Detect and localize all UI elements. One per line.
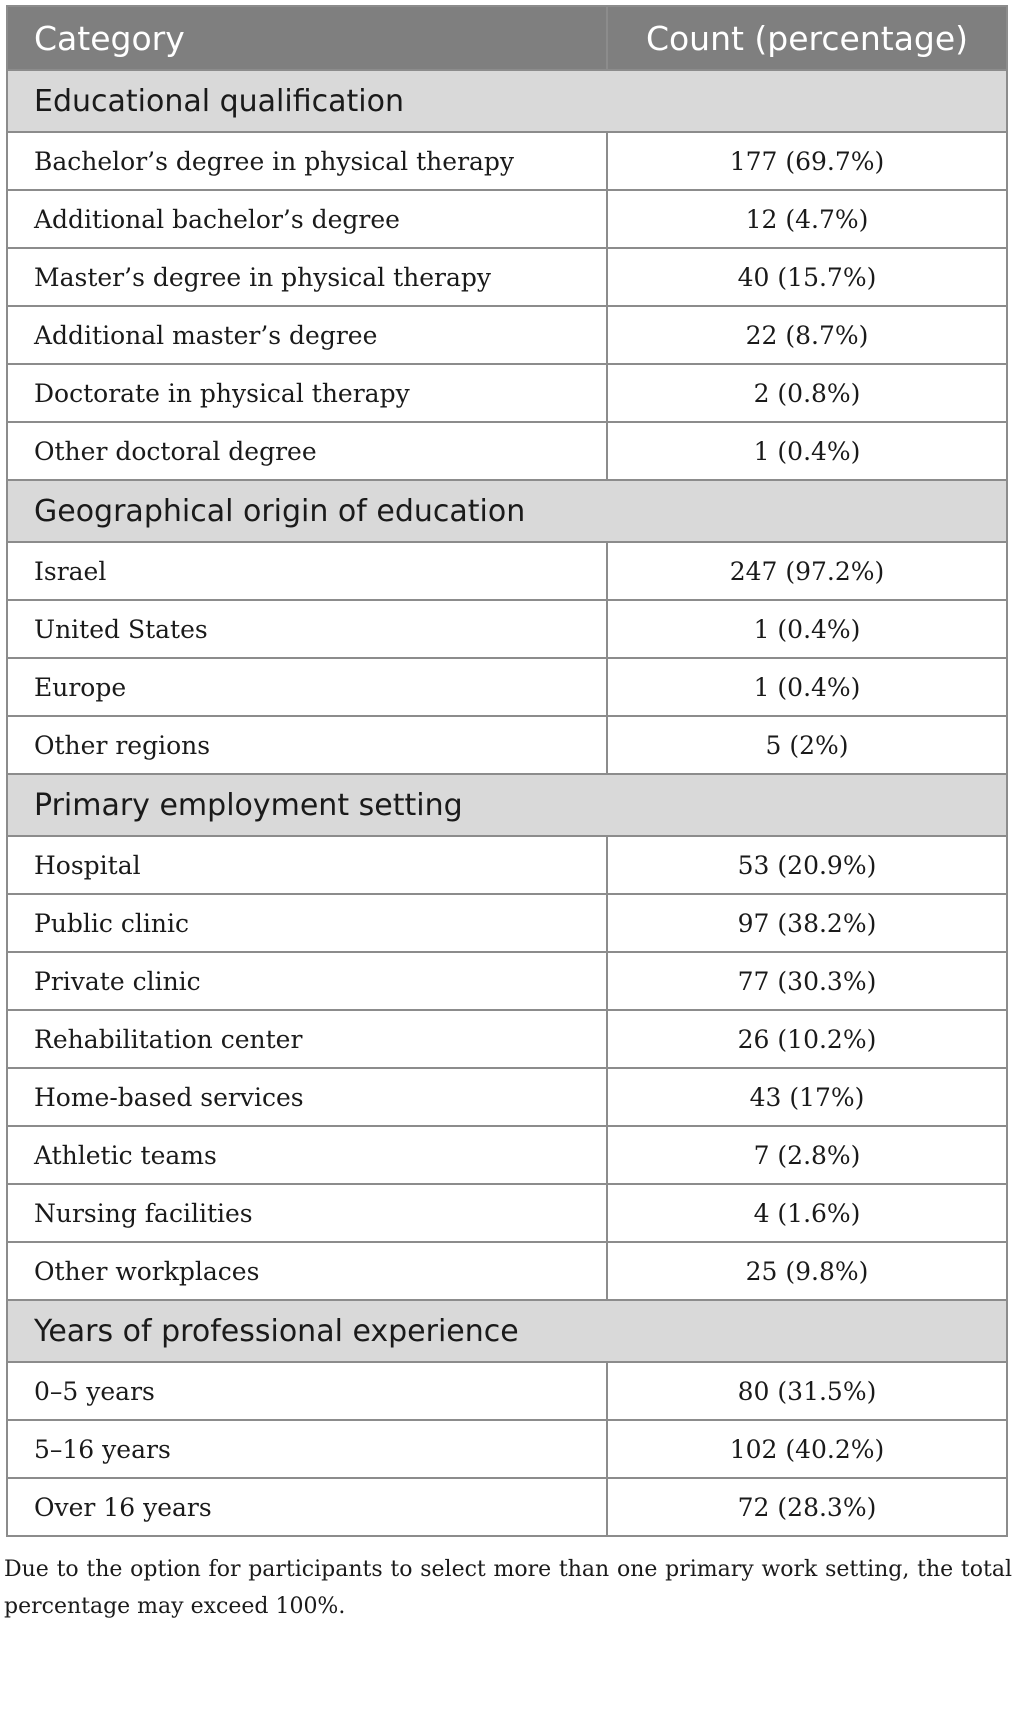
section-row [7,480,1007,542]
row-label: Additional bachelor’s degree [7,190,607,248]
row-label: Other doctoral degree [7,422,607,480]
row-value: 247 (97.2%) [607,542,1007,600]
row-label: Hospital [7,836,607,894]
row-label: 0–5 years [7,1362,607,1420]
row-value: 1 (0.4%) [607,600,1007,658]
row-label: Europe [7,658,607,716]
row-value: 102 (40.2%) [607,1420,1007,1478]
row-value: 97 (38.2%) [607,894,1007,952]
table-row [7,132,1007,190]
table-row [7,1184,1007,1242]
table-row [7,306,1007,364]
header-count: Count (percentage) [607,6,1007,70]
document-page [4,5,1012,1647]
row-value: 40 (15.7%) [607,248,1007,306]
row-value: 72 (28.3%) [607,1478,1007,1536]
table-header [7,6,1007,70]
row-label: Master’s degree in physical therapy [7,248,607,306]
section-row [7,774,1007,836]
table-row [7,1420,1007,1478]
row-label: Doctorate in physical therapy [7,364,607,422]
table-row [7,600,1007,658]
row-label: Bachelor’s degree in physical therapy [7,132,607,190]
row-value: 2 (0.8%) [607,364,1007,422]
table-row [7,1478,1007,1536]
row-label: Home-based services [7,1068,607,1126]
table-row [7,952,1007,1010]
section-title: Geographical origin of education [7,480,1007,542]
table-row [7,364,1007,422]
table-row [7,542,1007,600]
table-row [7,1010,1007,1068]
row-value: 12 (4.7%) [607,190,1007,248]
row-value: 177 (69.7%) [607,132,1007,190]
section-row [7,1300,1007,1362]
data-table [6,5,1008,1537]
header-row [7,6,1007,70]
table-row [7,658,1007,716]
section-title: Years of professional experience [7,1300,1007,1362]
row-value: 77 (30.3%) [607,952,1007,1010]
table-row [7,716,1007,774]
header-category: Category [7,6,607,70]
table-row [7,894,1007,952]
table-row [7,248,1007,306]
row-label: Other workplaces [7,1242,607,1300]
row-label: Additional master’s degree [7,306,607,364]
section-title: Primary employment setting [7,774,1007,836]
table-body [7,70,1007,1536]
row-label: United States [7,600,607,658]
table-row [7,190,1007,248]
row-label: Rehabilitation center [7,1010,607,1068]
row-label: Over 16 years [7,1478,607,1536]
row-value: 4 (1.6%) [607,1184,1007,1242]
row-value: 1 (0.4%) [607,658,1007,716]
row-value: 22 (8.7%) [607,306,1007,364]
section-row [7,70,1007,132]
table-row [7,1242,1007,1300]
row-label: Athletic teams [7,1126,607,1184]
section-title: Educational qualification [7,70,1007,132]
row-value: 1 (0.4%) [607,422,1007,480]
table-row [7,422,1007,480]
row-value: 5 (2%) [607,716,1007,774]
row-label: 5–16 years [7,1420,607,1478]
row-label: Private clinic [7,952,607,1010]
table-row [7,1362,1007,1420]
row-label: Israel [7,542,607,600]
row-value: 43 (17%) [607,1068,1007,1126]
table-footnote: Due to the option for participants to select more than one primary work setting, the total percentage may exceed 100%. [4,1557,1012,1619]
table-row [7,1068,1007,1126]
row-label: Other regions [7,716,607,774]
row-value: 7 (2.8%) [607,1126,1007,1184]
row-value: 25 (9.8%) [607,1242,1007,1300]
row-value: 53 (20.9%) [607,836,1007,894]
table-row [7,1126,1007,1184]
row-label: Public clinic [7,894,607,952]
row-value: 26 (10.2%) [607,1010,1007,1068]
row-label: Nursing facilities [7,1184,607,1242]
table-row [7,836,1007,894]
row-value: 80 (31.5%) [607,1362,1007,1420]
